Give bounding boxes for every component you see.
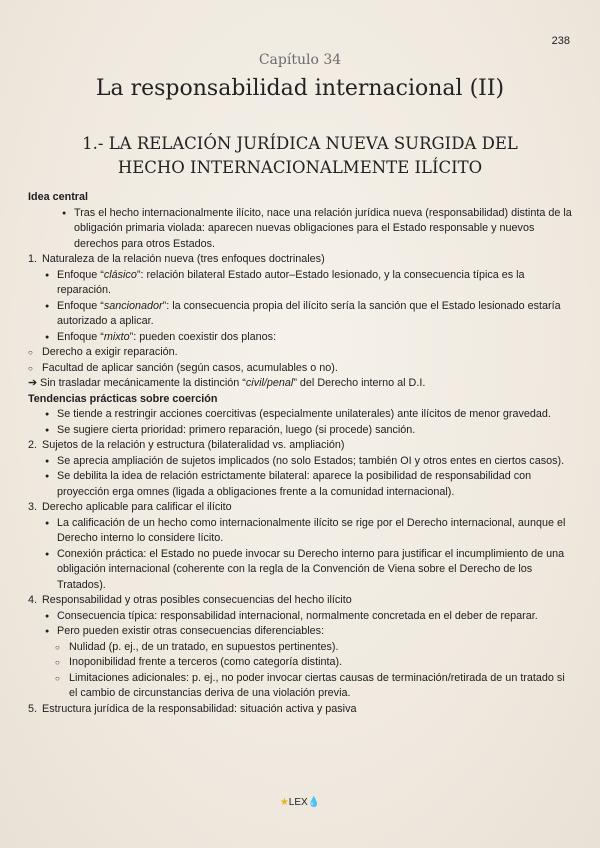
emphasis: sancionador (103, 299, 163, 312)
bullet: ● Se tiende a restringir acciones coercitivas (especialmente unilaterales) ante ilícitos de menor gravedad. (28, 407, 576, 423)
list-item-2 (28, 438, 576, 454)
tendencias-heading: Tendencias prácticas sobre coerción (28, 392, 218, 405)
sub-bullet: ○ Inoponibilidad frente a terceros (como categoría distinta). (28, 655, 576, 671)
section-heading (0, 132, 600, 180)
list-item-3 (28, 500, 576, 516)
bullet-enfoque-mixto (28, 330, 576, 346)
bullet: ● Se aprecia ampliación de sujetos implicados (no solo Estados; también OI y otros entes en ciertos casos). (28, 454, 576, 470)
list-item-1 (28, 252, 576, 268)
list-item-text: Sujetos de la relación y estructura (bilateralidad vs. ampliación) (42, 439, 345, 451)
list-item-5 (28, 702, 576, 718)
footer-logo (0, 797, 600, 808)
chapter-label: Capítulo 34 (258, 52, 342, 68)
text: ” del Derecho interno al D.I. (293, 377, 426, 389)
text: Enfoque “ (57, 299, 104, 312)
text: ”: pueden coexistir dos planos: (129, 330, 277, 343)
page-title: La responsabilidad internacional (II) (95, 76, 505, 101)
idea-central-heading: Idea central (28, 191, 89, 203)
text: ➔ Sin trasladar mecánicamente la distinción “ (28, 377, 246, 389)
sub-bullet: ○ Facultad de aplicar sanción (según casos, acumulables o no). (28, 361, 576, 377)
section-heading-line1: 1.- LA RELACIÓN JURÍDICA NUEVA SURGIDA DEL (82, 134, 518, 153)
page-number: 238 (551, 35, 570, 47)
list-number: 1. (28, 253, 38, 265)
emphasis: clásico (103, 268, 137, 281)
bullet-enfoque-sancionador (28, 299, 576, 330)
sub-bullet: ○ Derecho a exigir reparación. (28, 345, 576, 361)
list-item-text: Responsabilidad y otras posibles consecuencias del hecho ilícito (42, 594, 352, 606)
drop-icon: 💧 (307, 797, 321, 808)
bullet: ● Consecuencia típica: responsabilidad internacional, normalmente concretada en el deber de reparar. (28, 609, 576, 625)
idea-central-bullet: ● Tras el hecho internacionalmente ilícito, nace una relación jurídica nueva (responsabilidad) distinta de la obligación primaria violada: aparecen nuevas obligaciones para el Estado responsable y nuevos derechos para otros Estados. (28, 206, 576, 253)
body-content (28, 190, 576, 717)
emphasis: civil/penal (245, 377, 294, 389)
list-number: 5. (28, 702, 38, 715)
text: ”: la consecuencia propia del ilícito sería la sanción que el Estado lesionado estaría autorizado a aplicar. (57, 299, 561, 327)
sub-bullet: ○ Limitaciones adicionales: p. ej., no poder invocar ciertas causas de terminación/retirada de un tratado si el cambio de circunstancias deriva de una violación previa. (28, 671, 576, 702)
bullet: ● Conexión práctica: el Estado no puede invocar su Derecho interno para justificar el incumplimiento de una obligación internacional (coherente con la regla de la Convención de Viena sobre el Derecho de los Tratados). (28, 547, 576, 594)
bullet: ● Se debilita la idea de relación estrictamente bilateral: aparece la posibilidad de responsabilidad con proyección erga omnes (ligada a obligaciones frente a la comunidad internacional). (28, 469, 576, 500)
section-heading-line2: HECHO INTERNACIONALMENTE ILÍCITO (117, 158, 483, 177)
arrow-note (28, 376, 576, 392)
list-item-text: Derecho aplicable para calificar el ilícito (42, 501, 232, 513)
text: Enfoque “ (57, 330, 104, 343)
footer-brand: LEX (288, 797, 308, 808)
list-number: 2. (28, 439, 38, 451)
bullet: ● Se sugiere cierta prioridad: primero reparación, luego (si procede) sanción. (28, 423, 576, 439)
list-number: 3. (28, 501, 38, 513)
sub-bullet: ○ Nulidad (p. ej., de un tratado, en supuestos pertinentes). (28, 640, 576, 656)
emphasis: mixto (103, 330, 130, 343)
bullet-enfoque-clasico (28, 268, 576, 299)
text: ”: relación bilateral Estado autor–Estado lesionado, y la consecuencia típica es la reparación. (57, 268, 525, 296)
bullet: ● La calificación de un hecho como internacionalmente ilícito se rige por el Derecho internacional, aunque el Derecho interno lo considere lícito. (28, 516, 576, 547)
list-item-text: Naturaleza de la relación nueva (tres enfoques doctrinales) (42, 253, 325, 265)
star-icon: ★ (279, 797, 289, 808)
list-item-4 (28, 593, 576, 609)
list-number: 4. (28, 594, 38, 606)
text: Enfoque “ (57, 268, 104, 281)
bullet: ● Pero pueden existir otras consecuencias diferenciables: (28, 624, 576, 640)
list-item-text: Estructura jurídica de la responsabilidad: situación activa y pasiva (42, 702, 357, 715)
